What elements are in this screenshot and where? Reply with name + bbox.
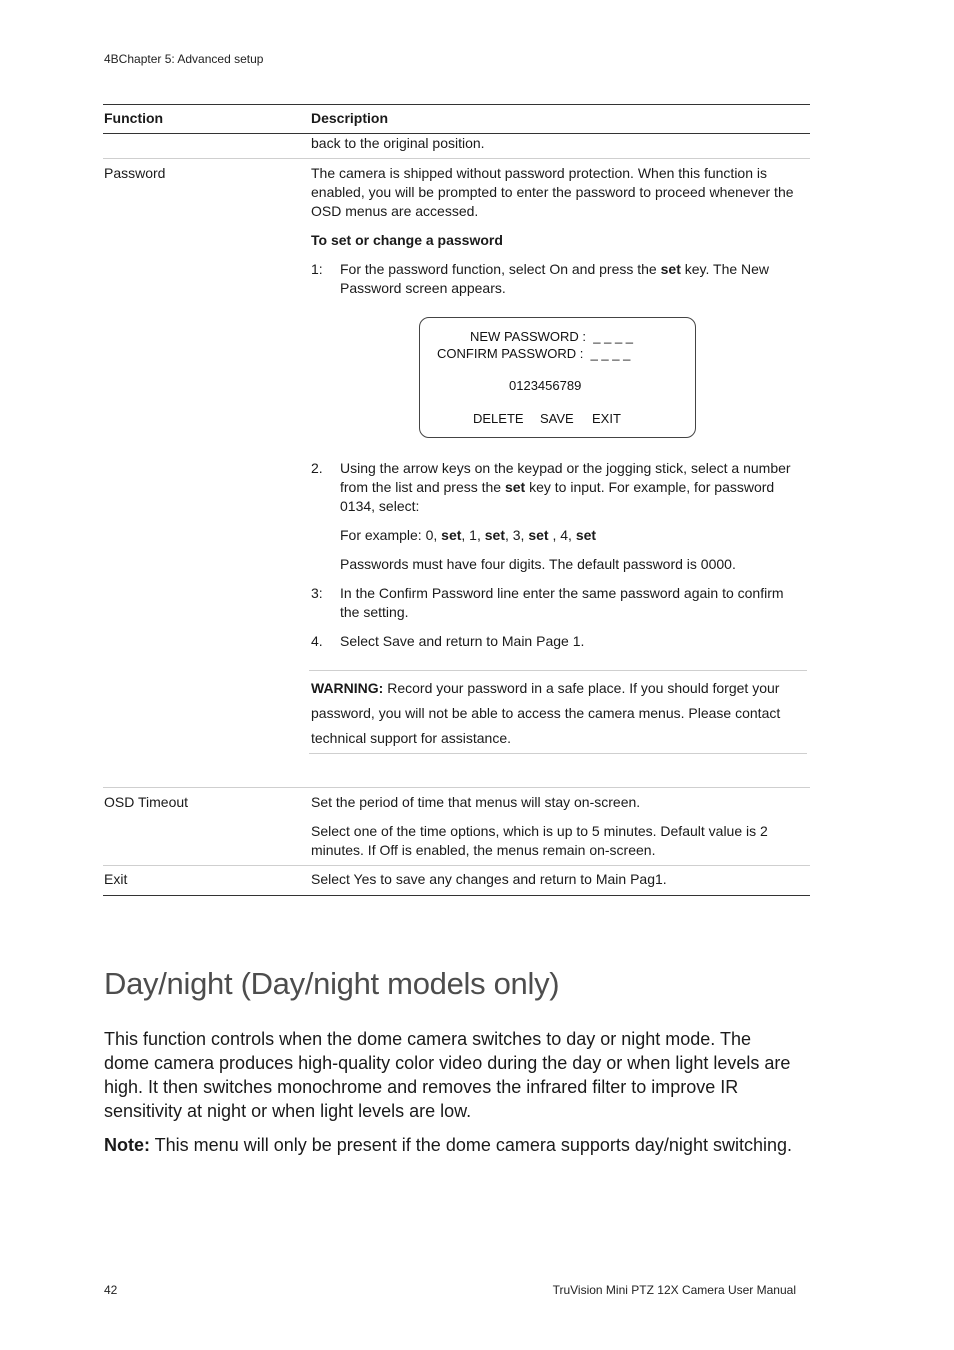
step-2-number: 2. — [311, 460, 323, 476]
step-4-number: 4. — [311, 633, 323, 649]
table-bottom-rule — [103, 895, 810, 896]
row-divider — [103, 787, 810, 788]
osd-new-password-line: NEW PASSWORD : _ _ _ _ — [470, 329, 634, 344]
osd-timeout-desc-1: Set the period of time that menus will stay on-screen. — [311, 794, 641, 810]
step-3-text: In the Confirm Password line enter the same password again to confirm the setting. — [340, 585, 784, 620]
osd-digits: 0123456789 — [509, 378, 582, 393]
step-1-text: For the password function, select On and press the set key. The New Password screen appears. — [340, 261, 770, 296]
password-function-label: Password — [104, 165, 166, 181]
page-number: 42 — [104, 1283, 118, 1297]
column-header-description: Description — [311, 110, 389, 126]
password-subheading: To set or change a password — [311, 232, 503, 248]
exit-function-label: Exit — [104, 871, 128, 887]
password-intro: The camera is shipped without password protection. When this function is enabled, you will be prompted to enter the password to proceed whenever the OSD menus are accessed. — [311, 165, 794, 219]
row-divider — [103, 865, 810, 866]
section-body: This function controls when the dome camera switches to day or night mode. The dome camera produces high-quality color video during the day or when light levels are high. It then switches monochrome and removes the infrared filter to improve IR sensitivity at night or when light levels are low. — [104, 1029, 791, 1121]
warning-top-rule — [309, 670, 807, 671]
osd-save-option: SAVE — [540, 411, 574, 426]
step-4-text: Select Save and return to Main Page 1. — [340, 633, 585, 649]
row-divider — [103, 158, 810, 159]
osd-timeout-function-label: OSD Timeout — [104, 794, 189, 810]
section-note — [104, 1133, 794, 1157]
warning-label: WARNING: — [311, 680, 384, 696]
running-header: 4BChapter 5: Advanced setup — [104, 52, 264, 66]
warning-box — [311, 676, 803, 751]
column-header-function: Function — [104, 110, 164, 126]
new-password-osd-screen — [419, 317, 696, 438]
warning-text: Record your password in a safe place. If you should forget your password, you will not be able to access the camera menus. Please contact technical support for assistance. — [311, 680, 781, 746]
manual-title: TruVision Mini PTZ 12X Camera User Manual — [552, 1283, 796, 1297]
osd-confirm-password-line: CONFIRM PASSWORD : _ _ _ _ — [437, 346, 631, 361]
exit-desc: Select Yes to save any changes and return to Main Pag1. — [311, 871, 667, 887]
osd-exit-option: EXIT — [592, 411, 621, 426]
note-text: This menu will only be present if the dome camera supports day/night switching. — [150, 1135, 792, 1155]
osd-delete-option: DELETE — [473, 411, 524, 426]
section-title: Day/night (Day/night models only) — [104, 966, 560, 1001]
step-2-text: Using the arrow keys on the keypad or the jogging stick, select a number from the list and press the set key to input. For example, for password 0134, select: — [340, 460, 791, 514]
note-label: Note: — [104, 1135, 150, 1155]
table-top-rule — [103, 104, 810, 105]
continuation-text: back to the original position. — [311, 135, 485, 151]
osd-timeout-desc-2: Select one of the time options, which is up to 5 minutes. Default value is 2 minutes. If Off is enabled, the menus remain on-screen. — [311, 823, 768, 858]
step-1-number: 1: — [311, 261, 323, 277]
step-3-number: 3: — [311, 585, 323, 601]
warning-bottom-rule — [309, 753, 807, 754]
